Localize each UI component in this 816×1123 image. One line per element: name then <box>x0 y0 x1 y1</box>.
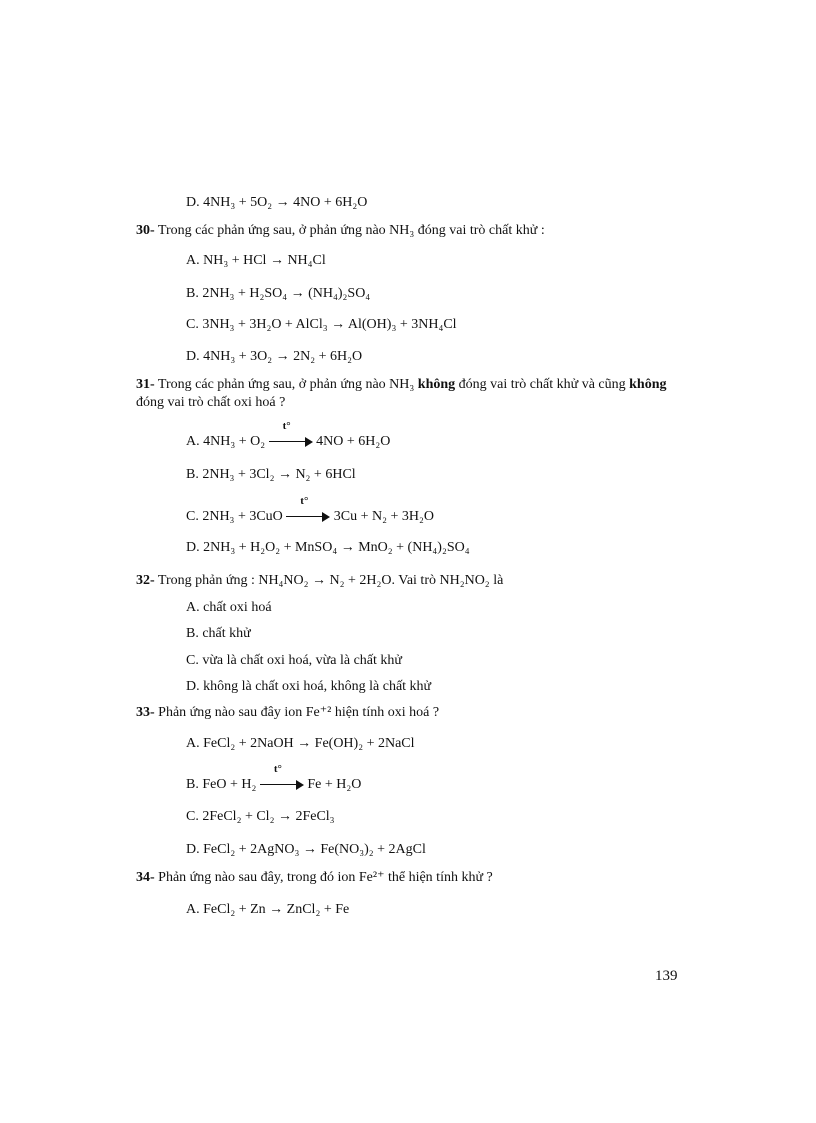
q31-option-b: B. 2NH₃ + 3Cl₂ → N₂ + 6HCl <box>186 467 356 482</box>
q33-text: Phản ứng nào sau đây ion Fe⁺² hiện tính oxi hoá ? <box>154 705 440 720</box>
heat-label: t° <box>282 420 291 432</box>
q33-question <box>136 704 696 722</box>
q31-c-left: C. 2NH₃ + 3CuO <box>186 509 287 525</box>
q33-option-b <box>186 763 362 794</box>
q34-option-a: A. FeCl₂ + Zn → ZnCl₂ + Fe <box>186 902 350 917</box>
q31-option-c <box>186 495 435 526</box>
q31-question <box>136 376 696 412</box>
q31-bold-2: không <box>629 377 667 392</box>
q33-b-left: B. FeO + H₂ <box>186 777 260 793</box>
q31-c-right: 3Cu + N₂ + 3H₂O <box>330 509 435 525</box>
q32-number: 32- <box>136 573 155 588</box>
q31-text-1: Trong các phản ứng sau, ở phản ứng nào NH₃ <box>154 377 418 392</box>
q31-a-left: A. 4NH₃ + O₂ <box>186 434 269 450</box>
q30-option-b: B. 2NH₃ + H₂SO₄ → (NH₄)₂SO₄ <box>186 286 371 301</box>
q30-option-d: D. 4NH₃ + 3O₂ → 2N₂ + 6H₂O <box>186 349 363 364</box>
q30-option-a: A. NH₃ + HCl → NH₄Cl <box>186 253 326 268</box>
q32-option-d: D. không là chất oxi hoá, không là chất khử <box>186 679 432 694</box>
q33-option-c: C. 2FeCl₂ + Cl₂ → 2FeCl₃ <box>186 809 335 824</box>
q30-option-c: C. 3NH₃ + 3H₂O + AlCl₃ → Al(OH)₃ + 3NH₄Cl <box>186 317 457 332</box>
q30-text: Trong các phản ứng sau, ở phản ứng nào NH₃ đóng vai trò chất khử : <box>154 223 545 238</box>
heat-label: t° <box>273 763 282 775</box>
q31-option-d: D. 2NH₃ + H₂O₂ + MnSO₄ → MnO₂ + (NH₄)₂SO₄ <box>186 540 470 555</box>
q29-option-d: D. 4NH₃ + 5O₂ → 4NO + 6H₂O <box>186 195 368 210</box>
q31-text-2: đóng vai trò chất khử và cũng <box>455 377 630 392</box>
q32-option-c: C. vừa là chất oxi hoá, vừa là chất khử <box>186 653 402 668</box>
q33-b-right: Fe + H₂O <box>303 777 362 793</box>
q30-question <box>136 222 696 240</box>
heat-arrow-icon <box>269 420 313 451</box>
heat-arrow-icon <box>260 763 304 794</box>
q30-number: 30- <box>136 223 155 238</box>
q33-option-a: A. FeCl₂ + 2NaOH → Fe(OH)₂ + 2NaCl <box>186 736 415 751</box>
q34-number: 34- <box>136 870 155 885</box>
q31-option-a <box>186 420 391 451</box>
heat-arrow-icon <box>286 495 330 526</box>
heat-label: t° <box>300 495 309 507</box>
q34-text: Phản ứng nào sau đây, trong đó ion Fe²⁺ thể hiện tính khử ? <box>154 870 493 885</box>
q31-a-right: 4NO + 6H₂O <box>312 434 391 450</box>
q31-text-3: đóng vai trò chất oxi hoá ? <box>136 395 286 410</box>
q32-text: Trong phản ứng : NH₄NO₂ → N₂ + 2H₂O. Vai trò NH₂NO₂ là <box>154 573 504 588</box>
q32-option-b: B. chất khử <box>186 626 251 641</box>
q31-bold-1: không <box>417 377 456 392</box>
q33-number: 33- <box>136 705 155 720</box>
page-number: 139 <box>655 968 678 984</box>
q32-question <box>136 572 696 590</box>
q32-option-a: A. chất oxi hoá <box>186 600 272 615</box>
q34-question <box>136 869 696 887</box>
q33-option-d: D. FeCl₂ + 2AgNO₃ → Fe(NO₃)₂ + 2AgCl <box>186 842 426 857</box>
q31-number: 31- <box>136 377 155 392</box>
